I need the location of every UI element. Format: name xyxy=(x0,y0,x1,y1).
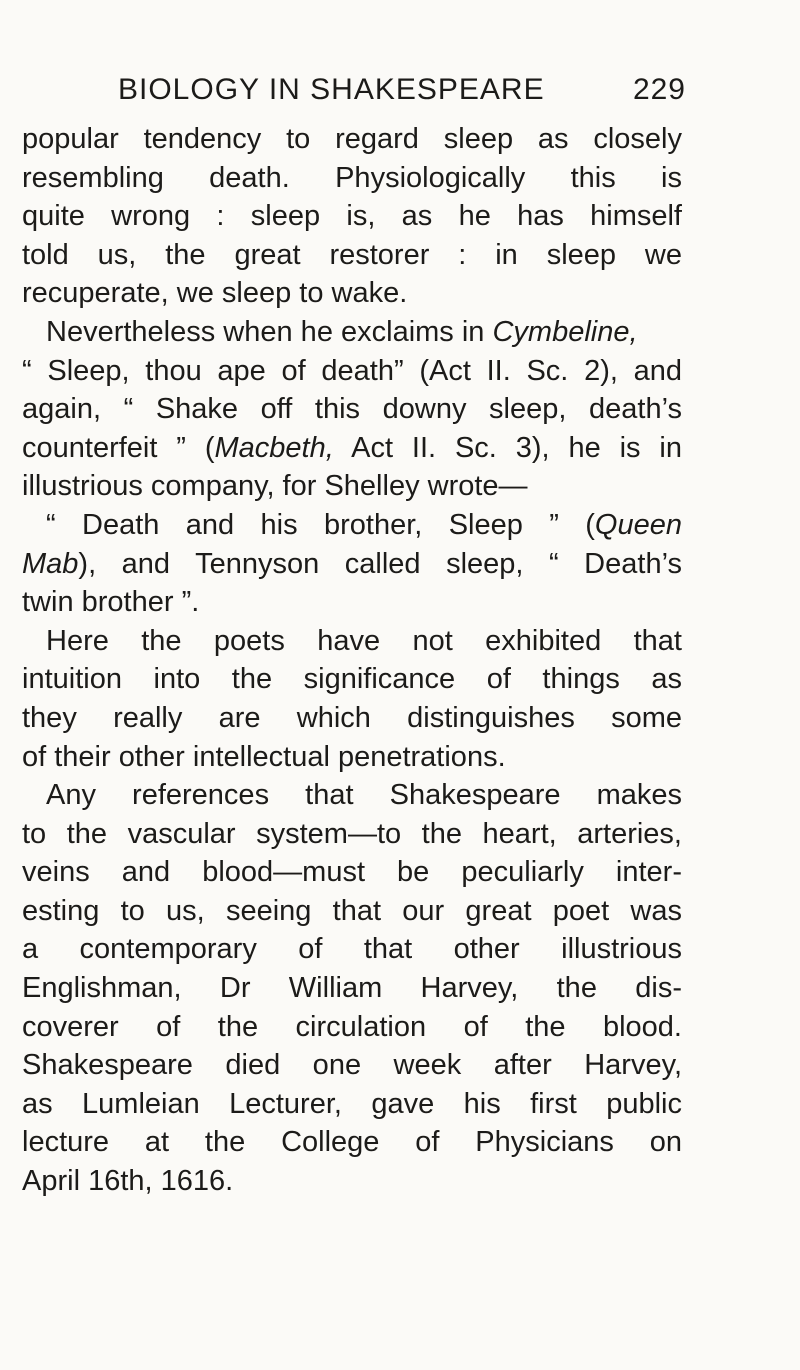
text-line: again, “ Shake off this downy sleep, death’s xyxy=(22,393,682,426)
text-line: as Lumleian Lecturer, gave his first public xyxy=(22,1087,682,1120)
text-line: Nevertheless when he exclaims in Cymbeline, xyxy=(46,315,638,348)
text-line: popular tendency to regard sleep as closely xyxy=(22,123,682,155)
text-line: Here the poets have not exhibited that xyxy=(46,624,682,657)
text-line: coverer of the circulation of the blood. xyxy=(22,1010,682,1043)
text-line: veins and blood—must be peculiarly inter- xyxy=(22,856,682,889)
text-line: Englishman, Dr William Harvey, the dis- xyxy=(22,972,682,1005)
text-line: to the vascular system—to the heart, arteries, xyxy=(22,817,682,850)
running-title: BIOLOGY IN SHAKESPEARE xyxy=(118,73,545,106)
text-line: of their other intellectual penetrations. xyxy=(22,740,506,773)
text-line: they really are which distinguishes some xyxy=(22,701,682,734)
text-line: resembling death. Physiologically this is xyxy=(22,161,682,194)
text-line: intuition into the significance of things as xyxy=(22,663,682,696)
text-line: Any references that Shakespeare makes xyxy=(46,779,682,812)
text-line: Mab), and Tennyson called sleep, “ Death’s xyxy=(22,547,682,580)
text-line: illustrious company, for Shelley wrote— xyxy=(22,470,528,503)
text-line: a contemporary of that other illustrious xyxy=(22,933,682,966)
text-line: esting to us, seeing that our great poet was xyxy=(22,894,682,927)
text-line: counterfeit ” (Macbeth, Act II. Sc. 3), he is in xyxy=(22,431,683,464)
text-line: “ Death and his brother, Sleep ” (Queen xyxy=(46,508,682,541)
text-line: “ Sleep, thou ape of death” (Act II. Sc. 2), and xyxy=(22,354,682,387)
text-line: Shakespeare died one week after Harvey, xyxy=(22,1049,682,1082)
work-title: Cymbeline, xyxy=(492,315,638,348)
text-line: told us, the great restorer : in sleep we xyxy=(22,238,682,271)
running-head xyxy=(118,70,686,110)
text-line: twin brother ”. xyxy=(22,586,200,619)
text-line: recuperate, we sleep to wake. xyxy=(22,277,408,310)
work-title: Queen xyxy=(594,508,682,541)
text-line: lecture at the College of Physicians on xyxy=(22,1126,682,1159)
page-number: 229 xyxy=(632,73,686,106)
body-text xyxy=(22,120,682,1201)
work-title: Macbeth, xyxy=(214,431,334,464)
text-line: April 16th, 1616. xyxy=(22,1165,234,1198)
work-title: Mab xyxy=(22,547,79,580)
text-line: quite wrong : sleep is, as he has himself xyxy=(22,200,682,233)
